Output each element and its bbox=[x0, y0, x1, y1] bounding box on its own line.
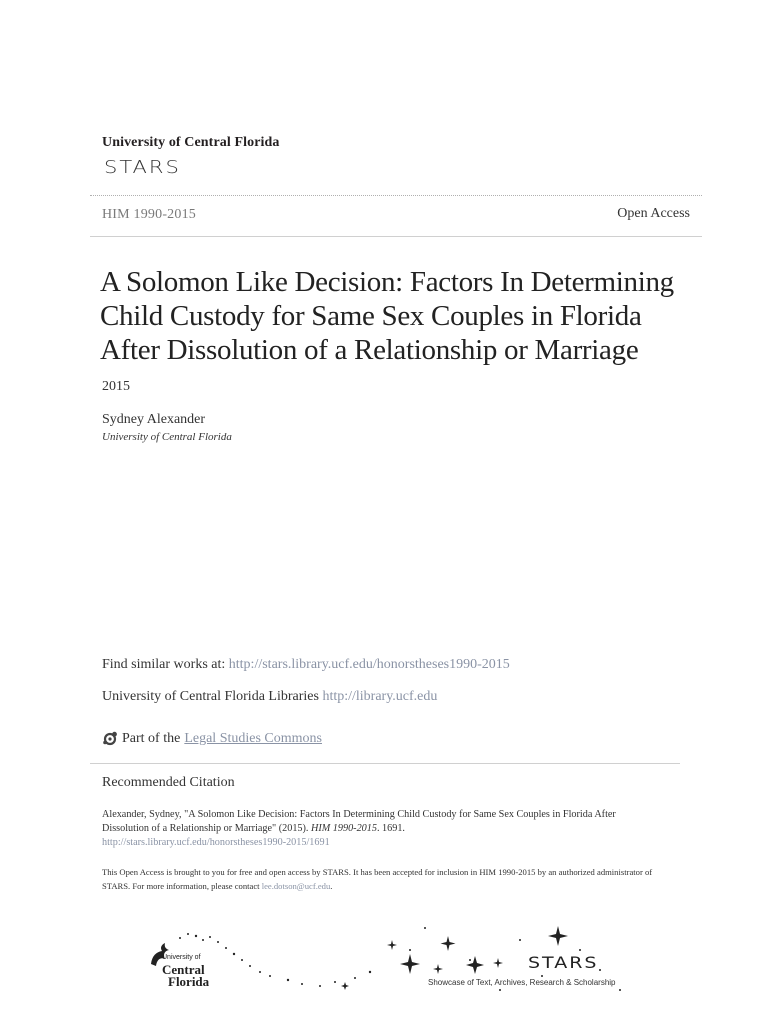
part-of-prefix: Part of the bbox=[122, 731, 181, 746]
recommended-citation-heading: Recommended Citation bbox=[102, 775, 235, 790]
find-similar-label: Find similar works at: bbox=[102, 657, 226, 672]
header-divider bbox=[90, 195, 702, 196]
notice-text: This Open Access is brought to you for free and open access by STARS. It has been accepted for inclusion in HIM 1990-2015 by an authorized administrator of STARS. For more information, please contact bbox=[102, 867, 653, 891]
part-of-commons bbox=[102, 731, 322, 747]
author-name[interactable]: Sydney Alexander bbox=[102, 412, 206, 427]
stars-tagline: Showcase of Text, Archives, Research & Scholarship bbox=[428, 978, 616, 987]
open-access-notice bbox=[102, 865, 682, 893]
title-divider bbox=[90, 236, 702, 237]
ucf-logo-small: University of bbox=[162, 954, 201, 961]
ucf-libraries-line bbox=[102, 689, 437, 705]
libraries-label: University of Central Florida Libraries bbox=[102, 689, 319, 704]
stars-logo: STARS bbox=[104, 156, 181, 178]
ucf-logo-line1: Central bbox=[162, 962, 205, 977]
stars-footer-logo: STARS bbox=[528, 953, 599, 973]
notice-end: . bbox=[330, 881, 333, 891]
collection-label[interactable]: HIM 1990-2015 bbox=[102, 207, 196, 222]
citation-series: HIM 1990-2015 bbox=[311, 823, 377, 834]
legal-studies-commons-link[interactable]: Legal Studies Commons bbox=[184, 731, 322, 746]
contact-email-link[interactable]: lee.dotson@ucf.edu bbox=[261, 881, 331, 891]
citation-block bbox=[102, 808, 662, 850]
author-affiliation: University of Central Florida bbox=[102, 431, 232, 443]
citation-url[interactable]: http://stars.library.ucf.edu/honorstheses1990-2015/1691 bbox=[102, 837, 330, 848]
libraries-link[interactable]: http://library.ucf.edu bbox=[322, 689, 438, 704]
citation-divider bbox=[90, 763, 680, 764]
citation-text: Alexander, Sydney, "A Solomon Like Decision: Factors In Determining Child Custody for Same Sex Couples in Florida After Dissolution of a Relationship or Marriage" (2015). bbox=[102, 809, 616, 834]
document-title: A Solomon Like Decision: Factors In Determining Child Custody for Same Sex Couples in Florida After Dissolution of a Relationship or Marriage bbox=[100, 266, 674, 366]
institution-name: University of Central Florida bbox=[102, 135, 280, 150]
publication-year: 2015 bbox=[102, 379, 130, 394]
network-icon bbox=[102, 731, 118, 747]
find-similar-works bbox=[102, 657, 510, 673]
find-similar-link[interactable]: http://stars.library.ucf.edu/honorstheses1990-2015 bbox=[228, 657, 510, 672]
open-access-label: Open Access bbox=[617, 206, 690, 221]
ucf-logo-line2: Florida bbox=[168, 974, 210, 989]
citation-number: . 1691. bbox=[376, 823, 405, 834]
